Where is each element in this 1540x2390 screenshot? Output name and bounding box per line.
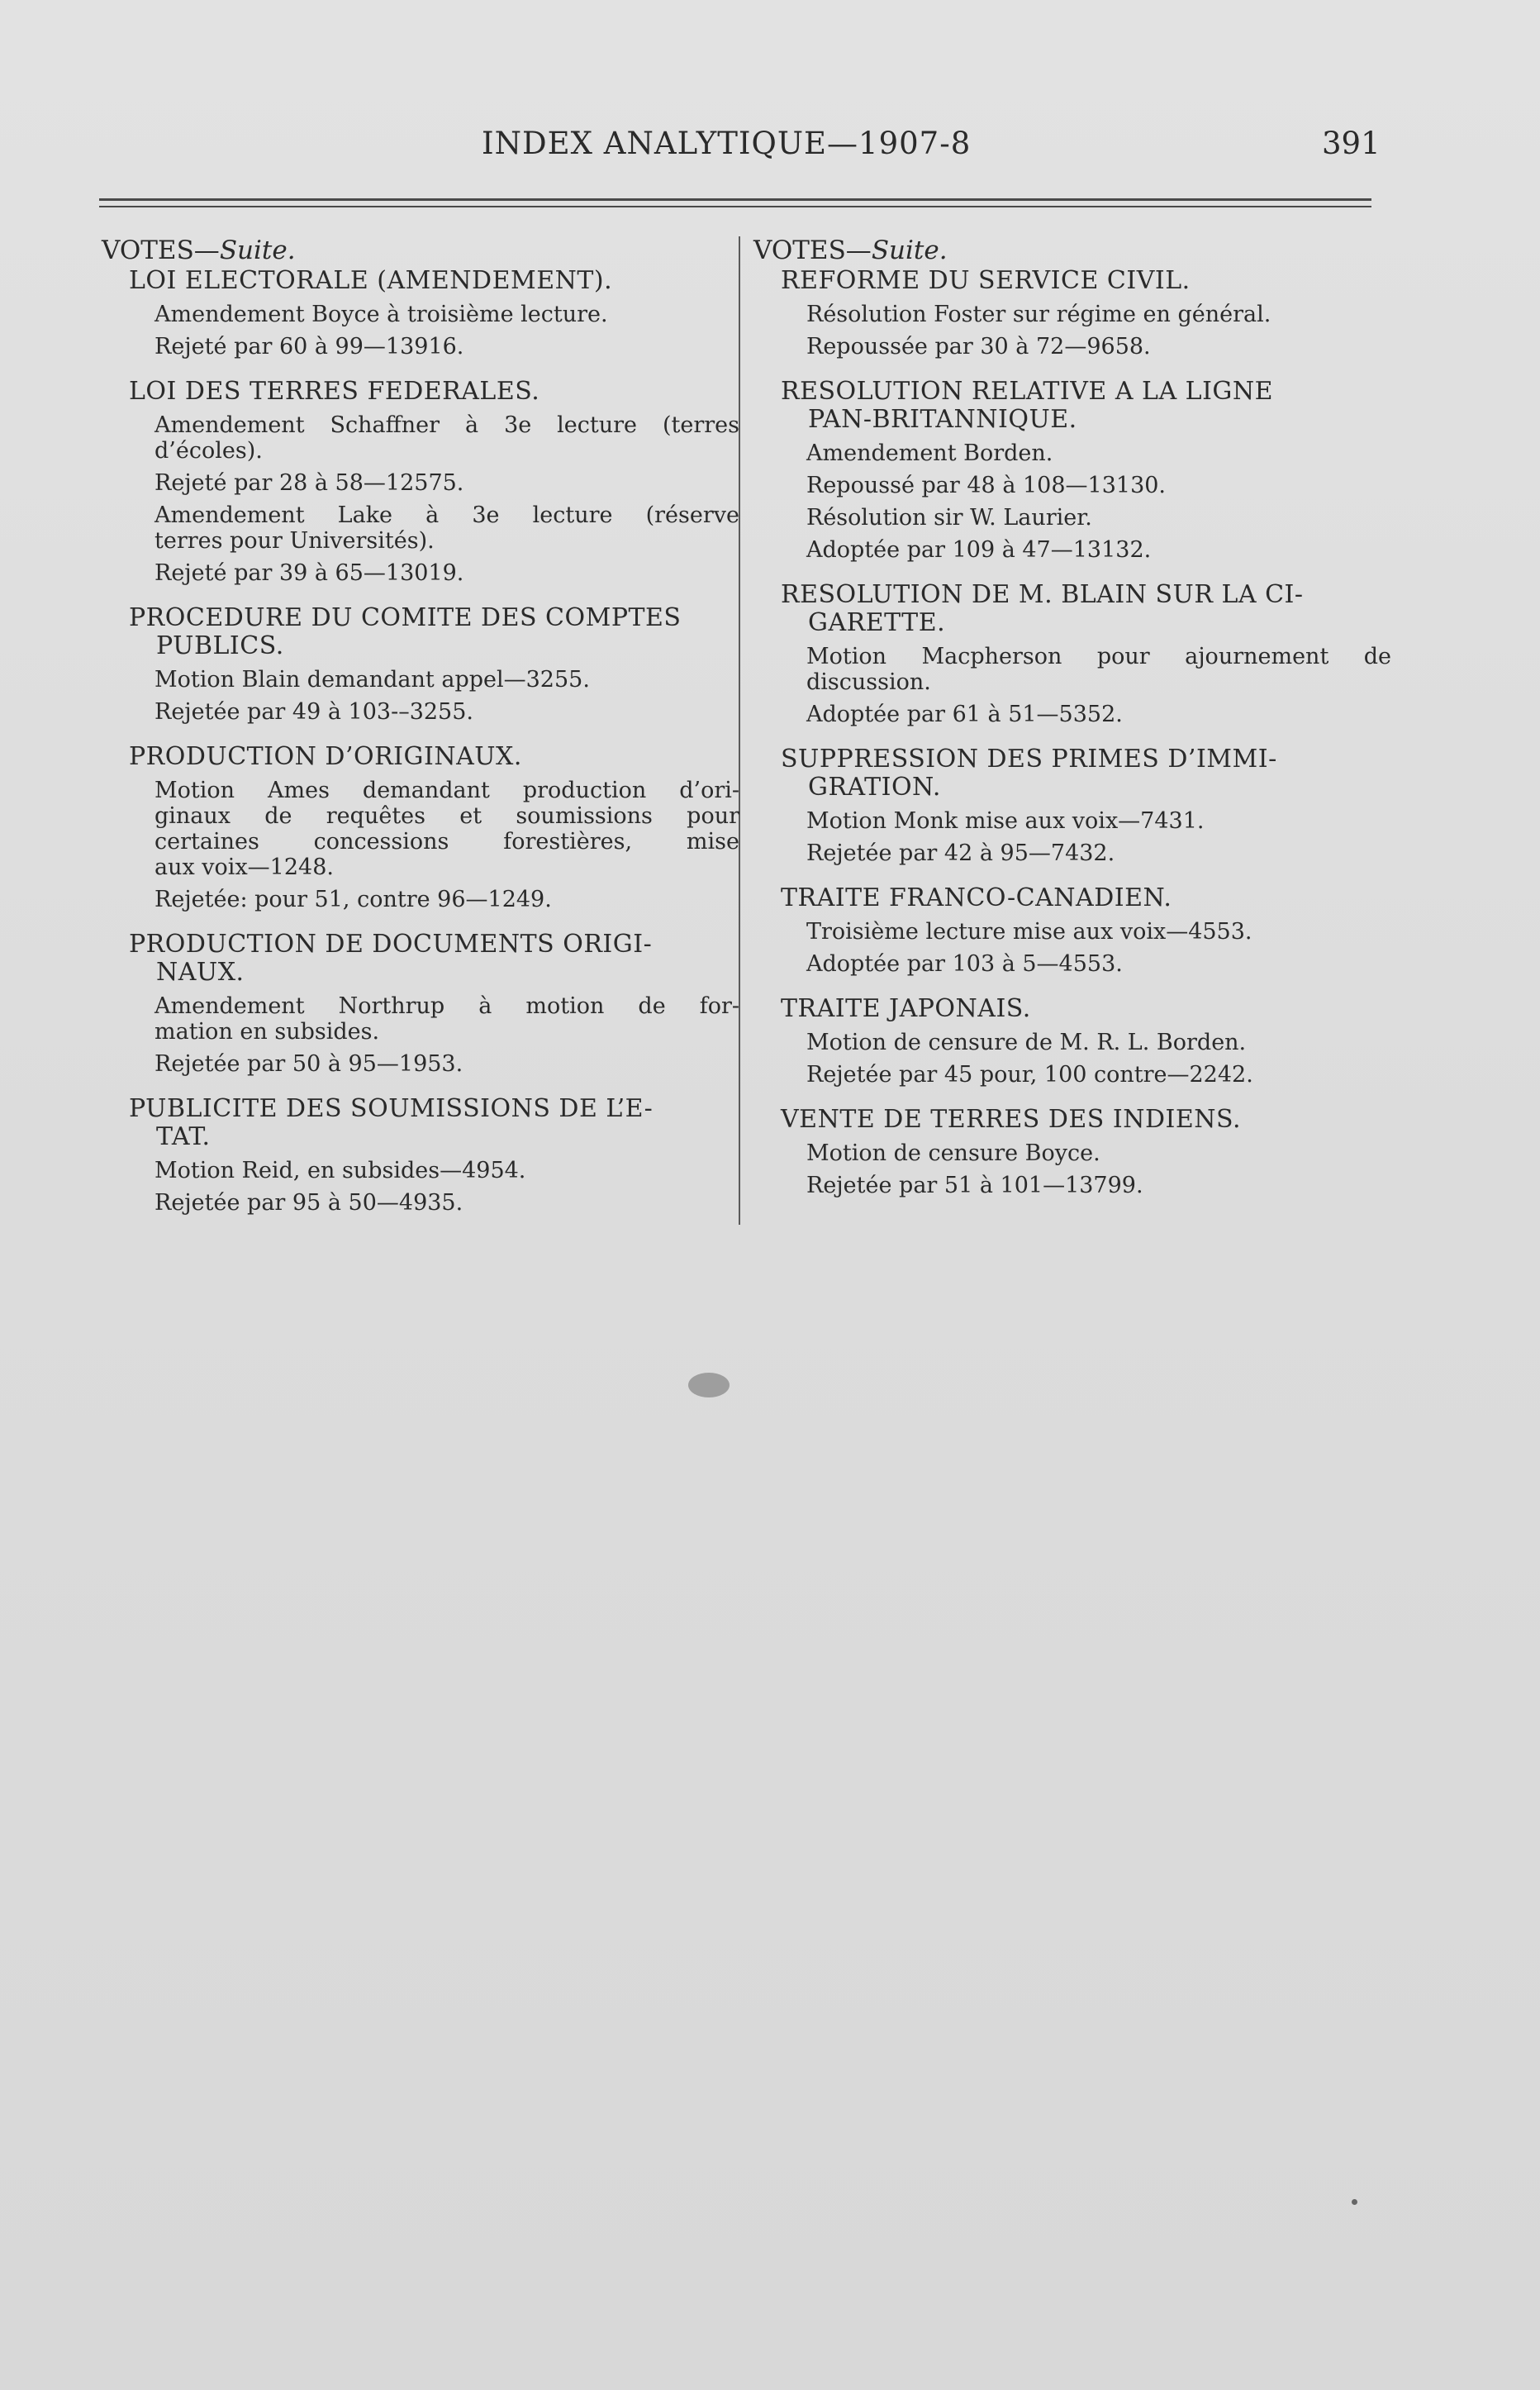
entry-subitem bbox=[753, 537, 1391, 563]
entry-subitem-line: Rejetée par 51 à 101—13799. bbox=[806, 1173, 1143, 1198]
entry-subitem bbox=[753, 919, 1391, 945]
entry-subitem-line: Rejetée: pour 51, contre 96—1249. bbox=[154, 887, 552, 912]
entry-subitem bbox=[102, 334, 739, 359]
entry-heading-line: REFORME DU SERVICE CIVIL. bbox=[781, 266, 1191, 295]
index-entry bbox=[753, 267, 1391, 359]
left-head-suite: Suite. bbox=[219, 236, 296, 265]
entry-heading bbox=[753, 378, 1391, 434]
entry-heading bbox=[102, 931, 739, 987]
index-entry bbox=[102, 604, 739, 725]
entry-subitem bbox=[753, 334, 1391, 359]
right-column bbox=[753, 234, 1391, 1216]
entry-subitem bbox=[102, 699, 739, 725]
entry-subitem-line: Rejetée par 95 à 50—4935. bbox=[154, 1190, 463, 1216]
entry-heading-line: TRAITE FRANCO-CANADIEN. bbox=[781, 883, 1172, 912]
entry-heading-line: PROCEDURE DU COMITE DES COMPTES bbox=[129, 603, 682, 632]
index-entry bbox=[753, 1106, 1391, 1198]
entry-heading bbox=[753, 1106, 1391, 1134]
entry-subitem-line: mation en subsides. bbox=[154, 1019, 380, 1045]
left-column bbox=[102, 234, 739, 1234]
left-head-label: VOTES— bbox=[102, 236, 220, 265]
entry-subitem bbox=[102, 1190, 739, 1216]
header-rule-bottom bbox=[99, 206, 1371, 207]
index-entry bbox=[102, 1095, 739, 1216]
entry-heading-line: TAT. bbox=[156, 1122, 211, 1151]
entry-subitem-line: aux voix—1248. bbox=[154, 855, 334, 880]
entry-heading bbox=[753, 745, 1391, 802]
entry-heading-line: TRAITE JAPONAIS. bbox=[781, 994, 1031, 1023]
entry-heading bbox=[753, 267, 1391, 295]
entry-subitem-line: Adoptée par 103 à 5—4553. bbox=[806, 951, 1123, 977]
entry-subitem bbox=[102, 667, 739, 693]
entry-heading-line: GRATION. bbox=[808, 773, 941, 802]
right-entries bbox=[753, 267, 1391, 1198]
entry-subitem bbox=[753, 440, 1391, 466]
entry-heading-line: GARETTE. bbox=[808, 608, 946, 637]
entry-subitem-line: Motion Macpherson pour ajournement de bbox=[806, 644, 1391, 669]
entry-heading-line: PRODUCTION D’ORIGINAUX. bbox=[129, 742, 522, 771]
entry-heading-line: PAN-BRITANNIQUE. bbox=[808, 405, 1077, 434]
entry-subitem-line: Repoussé par 48 à 108—13130. bbox=[806, 473, 1167, 498]
entry-subitem-line: Motion Ames demandant production d’ori- bbox=[154, 778, 739, 803]
entry-heading bbox=[102, 1095, 739, 1151]
index-entry bbox=[102, 931, 739, 1077]
entry-subitem bbox=[753, 1173, 1391, 1198]
entry-heading-line: PRODUCTION DE DOCUMENTS ORIGI- bbox=[129, 930, 653, 959]
entry-subitem-line: Motion Reid, en subsides—4954. bbox=[154, 1158, 526, 1183]
entry-subitem bbox=[753, 840, 1391, 866]
entry-subitem bbox=[102, 470, 739, 496]
entry-subitem-line: Résolution sir W. Laurier. bbox=[806, 505, 1092, 531]
entry-subitem bbox=[753, 1140, 1391, 1166]
entry-subitem-line: terres pour Universités). bbox=[154, 528, 435, 554]
index-entry bbox=[102, 267, 739, 359]
index-entry bbox=[753, 378, 1391, 563]
entry-subitem bbox=[753, 808, 1391, 834]
entry-subitem-line: Rejeté par 60 à 99—13916. bbox=[154, 334, 464, 359]
entry-heading-line: RESOLUTION RELATIVE A LA LIGNE bbox=[781, 377, 1274, 406]
entry-subitem bbox=[102, 778, 739, 880]
ink-dot bbox=[1352, 2199, 1357, 2205]
right-column-head bbox=[753, 234, 1391, 267]
header-rule-top bbox=[99, 198, 1371, 201]
entry-heading-line: VENTE DE TERRES DES INDIENS. bbox=[781, 1105, 1242, 1134]
entry-subitem-line: Motion Monk mise aux voix—7431. bbox=[806, 808, 1205, 834]
entry-subitem-line: Repoussée par 30 à 72—9658. bbox=[806, 334, 1151, 359]
entry-subitem bbox=[753, 302, 1391, 327]
entry-heading bbox=[102, 267, 739, 295]
entry-subitem-line: discussion. bbox=[806, 669, 931, 695]
entry-subitem-line: Motion de censure de M. R. L. Borden. bbox=[806, 1030, 1247, 1055]
running-head bbox=[0, 126, 1540, 167]
entry-subitem-line: Amendement Lake à 3e lecture (réserve bbox=[154, 502, 739, 528]
entry-subitem-line: Amendement Northrup à motion de for- bbox=[154, 993, 739, 1019]
entry-heading bbox=[102, 378, 739, 406]
entry-heading-line: LOI ELECTORALE (AMENDEMENT). bbox=[129, 266, 613, 295]
entry-heading bbox=[102, 743, 739, 771]
entry-subitem bbox=[102, 1051, 739, 1077]
entry-subitem-line: Amendement Borden. bbox=[806, 440, 1053, 466]
entry-heading-line: RESOLUTION DE M. BLAIN SUR LA CI- bbox=[781, 580, 1304, 609]
entry-subitem bbox=[753, 702, 1391, 727]
entry-subitem bbox=[753, 644, 1391, 695]
entry-subitem-line: Rejetée par 42 à 95—7432. bbox=[806, 840, 1115, 866]
entry-subitem-line: Amendement Boyce à troisième lecture. bbox=[154, 302, 608, 327]
entry-heading bbox=[102, 604, 739, 660]
index-entry bbox=[102, 743, 739, 912]
running-title: INDEX ANALYTIQUE—1907-8 bbox=[482, 126, 972, 161]
entry-heading-line: NAUX. bbox=[156, 958, 245, 987]
entry-subitem-line: Rejeté par 28 à 58—12575. bbox=[154, 470, 464, 496]
entry-subitem-line: ginaux de requêtes et soumissions pour bbox=[154, 803, 739, 829]
entry-subitem bbox=[753, 951, 1391, 977]
index-entry bbox=[102, 378, 739, 586]
entry-subitem bbox=[102, 412, 739, 464]
entry-subitem-line: Adoptée par 61 à 51—5352. bbox=[806, 702, 1123, 727]
entry-subitem-line: Motion de censure Boyce. bbox=[806, 1140, 1100, 1166]
entry-subitem-line: certaines concessions forestières, mise bbox=[154, 829, 739, 855]
entry-subitem-line: Amendement Schaffner à 3e lecture (terres bbox=[154, 412, 739, 438]
entry-subitem bbox=[753, 1062, 1391, 1088]
entry-subitem bbox=[102, 560, 739, 586]
left-column-head bbox=[102, 234, 739, 267]
entry-heading-line: SUPPRESSION DES PRIMES D’IMMI- bbox=[781, 745, 1277, 774]
entry-heading bbox=[753, 995, 1391, 1023]
entry-subitem bbox=[753, 505, 1391, 531]
left-entries bbox=[102, 267, 739, 1216]
entry-subitem bbox=[753, 473, 1391, 498]
page-number: 391 bbox=[1322, 126, 1381, 161]
entry-heading-line: LOI DES TERRES FEDERALES. bbox=[129, 377, 540, 406]
entry-subitem-line: Motion Blain demandant appel—3255. bbox=[154, 667, 590, 693]
entry-subitem-line: Adoptée par 109 à 47—13132. bbox=[806, 537, 1152, 563]
entry-subitem bbox=[102, 1158, 739, 1183]
index-entry bbox=[753, 884, 1391, 977]
right-head-label: VOTES— bbox=[753, 236, 872, 265]
entry-subitem-line: Rejetée par 49 à 103-–3255. bbox=[154, 699, 473, 725]
entry-subitem bbox=[102, 302, 739, 327]
entry-subitem-line: Rejeté par 39 à 65—13019. bbox=[154, 560, 464, 586]
entry-heading bbox=[753, 884, 1391, 912]
index-entry bbox=[753, 995, 1391, 1088]
entry-heading-line: PUBLICS. bbox=[156, 631, 284, 660]
entry-subitem bbox=[102, 993, 739, 1045]
entry-subitem-line: Rejetée par 45 pour, 100 contre—2242. bbox=[806, 1062, 1253, 1088]
ink-smudge bbox=[688, 1373, 730, 1397]
entry-heading-line: PUBLICITE DES SOUMISSIONS DE L’E- bbox=[129, 1094, 654, 1123]
index-entry bbox=[753, 581, 1391, 727]
entry-subitem-line: d’écoles). bbox=[154, 438, 263, 464]
right-head-suite: Suite. bbox=[871, 236, 948, 265]
entry-subitem bbox=[753, 1030, 1391, 1055]
entry-subitem-line: Rejetée par 50 à 95—1953. bbox=[154, 1051, 463, 1077]
entry-subitem bbox=[102, 887, 739, 912]
entry-subitem bbox=[102, 502, 739, 554]
entry-subitem-line: Résolution Foster sur régime en général. bbox=[806, 302, 1271, 327]
index-entry bbox=[753, 745, 1391, 866]
entry-subitem-line: Troisième lecture mise aux voix—4553. bbox=[806, 919, 1252, 945]
entry-heading bbox=[753, 581, 1391, 637]
